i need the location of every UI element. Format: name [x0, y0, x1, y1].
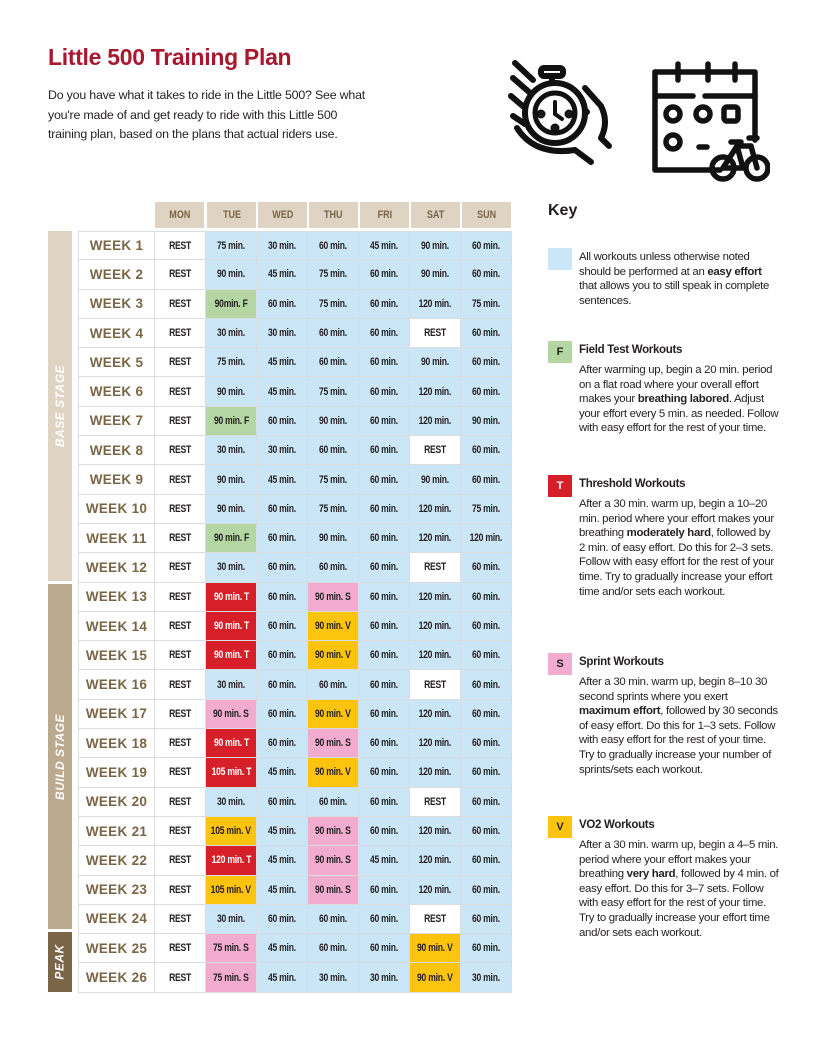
key-title: Key: [548, 202, 578, 219]
workout-cell-wed: 60 min.: [257, 583, 308, 612]
week-label: WEEK 4: [78, 319, 155, 348]
week-label: WEEK 3: [78, 290, 155, 319]
workout-cell-tue: 30 min.: [206, 788, 257, 817]
workout-cell-sat: 90 min.: [410, 260, 461, 289]
workout-cell-thu: 60 min.: [308, 553, 359, 582]
workout-cell-sun: 60 min.: [461, 612, 512, 641]
workout-cell-sun: 60 min.: [461, 583, 512, 612]
workout-cell-mon: REST: [155, 963, 206, 992]
workout-cell-mon: REST: [155, 641, 206, 670]
week-label: WEEK 7: [78, 407, 155, 436]
workout-cell-thu: 60 min.: [308, 348, 359, 377]
workout-cell-mon: REST: [155, 729, 206, 758]
workout-cell-tue: 90 min. T: [206, 641, 257, 670]
week-label: WEEK 2: [78, 260, 155, 289]
stopwatch-in-hand-icon: [505, 58, 613, 166]
week-label: WEEK 6: [78, 377, 155, 406]
workout-cell-mon: REST: [155, 788, 206, 817]
workout-cell-fri: 60 min.: [359, 465, 410, 494]
table-row: [78, 963, 513, 992]
week-label: WEEK 17: [78, 700, 155, 729]
workout-cell-thu: 60 min.: [308, 788, 359, 817]
workout-cell-mon: REST: [155, 876, 206, 905]
workout-cell-thu: 75 min.: [308, 260, 359, 289]
table-row: [78, 377, 513, 406]
workout-cell-sun: 60 min.: [461, 377, 512, 406]
workout-cell-sat: 120 min.: [410, 495, 461, 524]
workout-cell-mon: REST: [155, 465, 206, 494]
week-label: WEEK 8: [78, 436, 155, 465]
workout-cell-tue: 75 min. S: [206, 963, 257, 992]
workout-cell-sat: REST: [410, 436, 461, 465]
workout-cell-wed: 60 min.: [257, 729, 308, 758]
workout-cell-sun: 60 min.: [461, 788, 512, 817]
table-row: [78, 934, 513, 963]
workout-cell-thu: 90 min. S: [308, 583, 359, 612]
week-label: WEEK 23: [78, 876, 155, 905]
key-heading: VO2 Workouts: [579, 819, 655, 831]
workout-cell-tue: 75 min. S: [206, 934, 257, 963]
workout-cell-fri: 60 min.: [359, 290, 410, 319]
workout-cell-thu: 75 min.: [308, 465, 359, 494]
workout-cell-mon: REST: [155, 553, 206, 582]
workout-cell-mon: REST: [155, 934, 206, 963]
workout-cell-thu: 30 min.: [308, 963, 359, 992]
workout-cell-sat: 90 min.: [410, 348, 461, 377]
calendar-bicycle-icon: [645, 60, 770, 185]
table-row: [78, 495, 513, 524]
workout-cell-sun: 60 min.: [461, 348, 512, 377]
workout-cell-sat: 90 min.: [410, 231, 461, 260]
workout-cell-tue: 75 min.: [206, 231, 257, 260]
workout-cell-tue: 90 min.: [206, 377, 257, 406]
workout-cell-sun: 90 min.: [461, 407, 512, 436]
week-label: WEEK 12: [78, 553, 155, 582]
workout-cell-tue: 90 min.: [206, 465, 257, 494]
workout-cell-sun: 60 min.: [461, 729, 512, 758]
workout-cell-sat: 120 min.: [410, 817, 461, 846]
workout-cell-sat: 120 min.: [410, 729, 461, 758]
workout-cell-wed: 60 min.: [257, 407, 308, 436]
table-row: [78, 788, 513, 817]
workout-cell-mon: REST: [155, 260, 206, 289]
workout-cell-sun: 60 min.: [461, 553, 512, 582]
workout-cell-sun: 60 min.: [461, 876, 512, 905]
workout-cell-fri: 60 min.: [359, 583, 410, 612]
workout-cell-fri: 30 min.: [359, 963, 410, 992]
workout-cell-fri: 60 min.: [359, 876, 410, 905]
stage-peak: PEAK: [48, 932, 72, 992]
day-header-fri: FRI: [360, 202, 409, 228]
workout-cell-mon: REST: [155, 231, 206, 260]
workout-cell-wed: 60 min.: [257, 788, 308, 817]
workout-cell-fri: 60 min.: [359, 260, 410, 289]
workout-cell-thu: 90 min. S: [308, 876, 359, 905]
table-row: [78, 231, 513, 260]
workout-cell-sun: 75 min.: [461, 495, 512, 524]
workout-cell-wed: 60 min.: [257, 670, 308, 699]
week-label: WEEK 13: [78, 583, 155, 612]
workout-cell-mon: REST: [155, 700, 206, 729]
workout-cell-wed: 45 min.: [257, 817, 308, 846]
workout-cell-wed: 60 min.: [257, 553, 308, 582]
day-header-tue: TUE: [207, 202, 256, 228]
workout-cell-fri: 45 min.: [359, 846, 410, 875]
workout-cell-wed: 45 min.: [257, 377, 308, 406]
workout-cell-sat: 120 min.: [410, 700, 461, 729]
workout-cell-sat: 120 min.: [410, 641, 461, 670]
workout-cell-wed: 30 min.: [257, 436, 308, 465]
workout-cell-mon: REST: [155, 583, 206, 612]
workout-cell-wed: 60 min.: [257, 524, 308, 553]
week-label: WEEK 9: [78, 465, 155, 494]
workout-cell-tue: 90 min. F: [206, 407, 257, 436]
workout-cell-thu: 60 min.: [308, 905, 359, 934]
workout-cell-wed: 30 min.: [257, 319, 308, 348]
workout-cell-thu: 90 min.: [308, 524, 359, 553]
workout-cell-mon: REST: [155, 348, 206, 377]
workout-cell-sat: REST: [410, 905, 461, 934]
workout-cell-fri: 60 min.: [359, 641, 410, 670]
training-grid: [78, 231, 513, 993]
workout-cell-fri: 60 min.: [359, 934, 410, 963]
week-label: WEEK 25: [78, 934, 155, 963]
workout-cell-tue: 90 min. F: [206, 524, 257, 553]
workout-cell-tue: 90 min.: [206, 495, 257, 524]
workout-cell-wed: 45 min.: [257, 934, 308, 963]
workout-cell-sun: 60 min.: [461, 641, 512, 670]
workout-cell-tue: 105 min. V: [206, 876, 257, 905]
workout-cell-fri: 60 min.: [359, 553, 410, 582]
workout-cell-sun: 60 min.: [461, 905, 512, 934]
table-row: [78, 846, 513, 875]
workout-cell-sun: 60 min.: [461, 436, 512, 465]
workout-cell-wed: 45 min.: [257, 963, 308, 992]
key-description: After a 30 min. warm up, begin a 4–5 min. period where your effort makes your breathing very hard, followed by 4 min. of easy effort. Do this for 3–7 sets. Follow with easy effort for the rest of your time. Try to gradually increase your effort time and/or sets each workout.: [579, 839, 779, 939]
key-swatch-S: S: [548, 653, 572, 675]
workout-cell-sat: 90 min. V: [410, 934, 461, 963]
workout-cell-sat: 120 min.: [410, 290, 461, 319]
workout-cell-sun: 30 min.: [461, 963, 512, 992]
workout-cell-wed: 60 min.: [257, 290, 308, 319]
workout-cell-sat: 120 min.: [410, 407, 461, 436]
workout-cell-sat: REST: [410, 670, 461, 699]
workout-cell-sat: REST: [410, 553, 461, 582]
key-heading: Field Test Workouts: [579, 344, 683, 356]
workout-cell-tue: 90 min.: [206, 260, 257, 289]
workout-cell-mon: REST: [155, 407, 206, 436]
page-title: Little 500 Training Plan: [48, 44, 292, 70]
key-swatch-V: V: [548, 816, 572, 838]
workout-cell-thu: 60 min.: [308, 231, 359, 260]
workout-cell-tue: 90 min. T: [206, 612, 257, 641]
table-row: [78, 876, 513, 905]
workout-cell-thu: 75 min.: [308, 495, 359, 524]
workout-cell-wed: 45 min.: [257, 465, 308, 494]
workout-cell-mon: REST: [155, 495, 206, 524]
workout-cell-tue: 105 min. V: [206, 817, 257, 846]
workout-cell-wed: 60 min.: [257, 495, 308, 524]
table-row: [78, 641, 513, 670]
workout-cell-sat: REST: [410, 319, 461, 348]
day-header-sat: SAT: [411, 202, 460, 228]
workout-cell-sun: 60 min.: [461, 260, 512, 289]
table-row: [78, 348, 513, 377]
workout-cell-sat: 120 min.: [410, 758, 461, 787]
workout-cell-sat: 120 min.: [410, 377, 461, 406]
table-row: [78, 817, 513, 846]
week-label: WEEK 21: [78, 817, 155, 846]
key-description: All workouts unless otherwise noted should be performed at an easy effort that allows you to still speak in complete sentences.: [579, 251, 770, 307]
workout-cell-wed: 60 min.: [257, 641, 308, 670]
workout-cell-thu: 60 min.: [308, 436, 359, 465]
workout-cell-sun: 60 min.: [461, 700, 512, 729]
week-label: WEEK 14: [78, 612, 155, 641]
workout-cell-sun: 60 min.: [461, 846, 512, 875]
workout-cell-mon: REST: [155, 670, 206, 699]
workout-cell-tue: 30 min.: [206, 319, 257, 348]
workout-cell-sun: 60 min.: [461, 231, 512, 260]
workout-cell-sat: 120 min.: [410, 876, 461, 905]
workout-cell-tue: 90 min. T: [206, 729, 257, 758]
workout-cell-sun: 60 min.: [461, 758, 512, 787]
workout-cell-wed: 45 min.: [257, 348, 308, 377]
workout-cell-thu: 90 min. V: [308, 612, 359, 641]
workout-cell-fri: 60 min.: [359, 495, 410, 524]
key-swatch-F: F: [548, 341, 572, 363]
workout-cell-sun: 75 min.: [461, 290, 512, 319]
workout-cell-fri: 60 min.: [359, 817, 410, 846]
week-label: WEEK 15: [78, 641, 155, 670]
week-label: WEEK 20: [78, 788, 155, 817]
workout-cell-sun: 60 min.: [461, 319, 512, 348]
workout-cell-thu: 90 min. S: [308, 817, 359, 846]
stage-base: BASE STAGE: [48, 231, 72, 581]
key-description: After a 30 min. warm up, begin a 10–20 min. period where your effort makes your breathing moderately hard, followed by 2 min. of easy effort. Do this for 2–3 sets. Follow with easy effort for the rest of your time. Try to gradually increase your effort time and/or sets each workout.: [579, 498, 774, 598]
workout-cell-fri: 60 min.: [359, 407, 410, 436]
table-row: [78, 905, 513, 934]
workout-cell-sun: 60 min.: [461, 934, 512, 963]
workout-cell-fri: 60 min.: [359, 524, 410, 553]
workout-cell-thu: 90 min. S: [308, 846, 359, 875]
table-row: [78, 729, 513, 758]
workout-cell-mon: REST: [155, 524, 206, 553]
workout-cell-wed: 60 min.: [257, 700, 308, 729]
workout-cell-fri: 60 min.: [359, 758, 410, 787]
key-heading: Sprint Workouts: [579, 656, 664, 668]
week-label: WEEK 10: [78, 495, 155, 524]
table-row: [78, 524, 513, 553]
week-label: WEEK 1: [78, 231, 155, 260]
workout-cell-fri: 60 min.: [359, 700, 410, 729]
workout-cell-mon: REST: [155, 758, 206, 787]
workout-cell-thu: 90 min. V: [308, 641, 359, 670]
table-row: [78, 583, 513, 612]
day-header-sun: SUN: [462, 202, 511, 228]
workout-cell-thu: 90 min.: [308, 407, 359, 436]
table-row: [78, 700, 513, 729]
week-label: WEEK 18: [78, 729, 155, 758]
workout-cell-tue: 30 min.: [206, 553, 257, 582]
workout-cell-mon: REST: [155, 905, 206, 934]
workout-cell-tue: 30 min.: [206, 670, 257, 699]
workout-cell-sun: 120 min.: [461, 524, 512, 553]
table-row: [78, 758, 513, 787]
workout-cell-wed: 60 min.: [257, 905, 308, 934]
key-description: After warming up, begin a 20 min. period on a flat road where your overall effort makes your breathing labored. Adjust your effort every 5 min. as needed. Follow with easy effort for the rest of your time.: [579, 364, 779, 435]
workout-cell-thu: 90 min. S: [308, 729, 359, 758]
workout-cell-sat: 90 min. V: [410, 963, 461, 992]
workout-cell-tue: 90min. F: [206, 290, 257, 319]
week-label: WEEK 11: [78, 524, 155, 553]
day-header-wed: WED: [258, 202, 307, 228]
workout-cell-tue: 90 min. S: [206, 700, 257, 729]
table-row: [78, 319, 513, 348]
workout-cell-tue: 75 min.: [206, 348, 257, 377]
workout-cell-wed: 45 min.: [257, 876, 308, 905]
workout-cell-thu: 75 min.: [308, 290, 359, 319]
workout-cell-mon: REST: [155, 846, 206, 875]
day-header-thu: THU: [309, 202, 358, 228]
workout-cell-sun: 60 min.: [461, 465, 512, 494]
table-row: [78, 436, 513, 465]
workout-cell-mon: REST: [155, 319, 206, 348]
workout-cell-fri: 45 min.: [359, 231, 410, 260]
table-row: [78, 407, 513, 436]
workout-cell-thu: 60 min.: [308, 670, 359, 699]
workout-cell-tue: 30 min.: [206, 436, 257, 465]
workout-cell-fri: 60 min.: [359, 788, 410, 817]
intro-text: Do you have what it takes to ride in the Little 500? See what you're made of and get ready to ride with this Little 500 training plan, based on the plans that actual riders use.: [48, 88, 366, 141]
workout-cell-fri: 60 min.: [359, 436, 410, 465]
workout-cell-tue: 30 min.: [206, 905, 257, 934]
week-label: WEEK 22: [78, 846, 155, 875]
workout-cell-sat: 120 min.: [410, 524, 461, 553]
key-swatch-T: T: [548, 475, 572, 497]
workout-cell-mon: REST: [155, 436, 206, 465]
workout-cell-mon: REST: [155, 817, 206, 846]
table-row: [78, 553, 513, 582]
workout-cell-sat: 120 min.: [410, 612, 461, 641]
table-row: [78, 670, 513, 699]
key-swatch-easy: [548, 248, 572, 270]
workout-cell-mon: REST: [155, 612, 206, 641]
week-label: WEEK 16: [78, 670, 155, 699]
workout-cell-tue: 90 min. T: [206, 583, 257, 612]
table-row: [78, 612, 513, 641]
day-header-mon: MON: [155, 202, 204, 228]
workout-cell-sun: 60 min.: [461, 670, 512, 699]
workout-cell-fri: 60 min.: [359, 377, 410, 406]
week-label: WEEK 26: [78, 963, 155, 992]
workout-cell-wed: 45 min.: [257, 260, 308, 289]
workout-cell-tue: 105 min. T: [206, 758, 257, 787]
workout-cell-thu: 60 min.: [308, 934, 359, 963]
workout-cell-sun: 60 min.: [461, 817, 512, 846]
workout-cell-wed: 45 min.: [257, 758, 308, 787]
workout-cell-sat: 120 min.: [410, 583, 461, 612]
table-row: [78, 465, 513, 494]
week-label: WEEK 5: [78, 348, 155, 377]
key-description: After a 30 min. warm up, begin 8–10 30 second sprints where you exert maximum effort, followed by 30 seconds of easy effort. Do this for 1–3 sets. Follow with easy effort for the rest of your time. Try to gradually increase your number of sprints/sets each workout.: [579, 676, 778, 776]
workout-cell-sat: 120 min.: [410, 846, 461, 875]
workout-cell-thu: 60 min.: [308, 319, 359, 348]
table-row: [78, 290, 513, 319]
workout-cell-wed: 45 min.: [257, 846, 308, 875]
workout-cell-wed: 60 min.: [257, 612, 308, 641]
table-row: [78, 260, 513, 289]
week-label: WEEK 19: [78, 758, 155, 787]
workout-cell-wed: 30 min.: [257, 231, 308, 260]
workout-cell-thu: 90 min. V: [308, 700, 359, 729]
workout-cell-fri: 60 min.: [359, 348, 410, 377]
workout-cell-fri: 60 min.: [359, 905, 410, 934]
workout-cell-sat: REST: [410, 788, 461, 817]
stage-build: BUILD STAGE: [48, 584, 72, 929]
workout-cell-mon: REST: [155, 290, 206, 319]
workout-cell-fri: 60 min.: [359, 319, 410, 348]
workout-cell-thu: 90 min. V: [308, 758, 359, 787]
key-heading: Threshold Workouts: [579, 478, 686, 490]
workout-cell-fri: 60 min.: [359, 729, 410, 758]
workout-cell-thu: 75 min.: [308, 377, 359, 406]
week-label: WEEK 24: [78, 905, 155, 934]
workout-cell-fri: 60 min.: [359, 612, 410, 641]
workout-cell-fri: 60 min.: [359, 670, 410, 699]
workout-cell-tue: 120 min. T: [206, 846, 257, 875]
workout-cell-mon: REST: [155, 377, 206, 406]
workout-cell-sat: 90 min.: [410, 465, 461, 494]
